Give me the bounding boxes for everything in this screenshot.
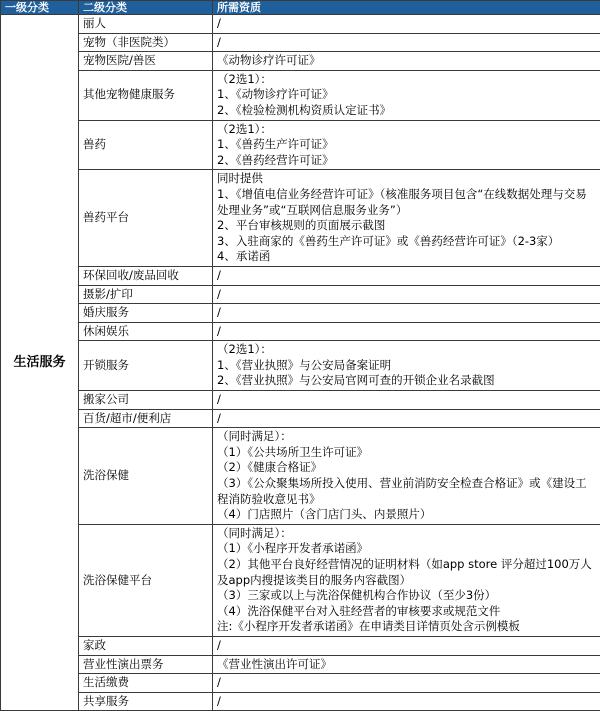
- requirements-cell: [213, 52, 600, 71]
- requirement-line: （2选1）：: [217, 122, 596, 138]
- table-row: [1, 304, 600, 323]
- level2-category: 开锁服务: [79, 341, 213, 391]
- table-row: [1, 322, 600, 341]
- table-row: [1, 285, 600, 304]
- table-row: [1, 524, 600, 636]
- requirement-line: /: [217, 35, 596, 51]
- table-row: [1, 636, 600, 655]
- requirement-line: /: [217, 324, 596, 340]
- requirement-line: /: [217, 287, 596, 303]
- requirements-cell: [213, 409, 600, 428]
- level2-category: 环保回收/废品回收: [79, 266, 213, 285]
- requirements-cell: [213, 304, 600, 323]
- requirement-line: 1、《营业执照》与公安局备案证明: [217, 358, 596, 374]
- requirements-cell: [213, 266, 600, 285]
- table-row: [1, 428, 600, 525]
- requirement-line: /: [217, 268, 596, 284]
- header-row: [1, 1, 600, 15]
- requirement-line: /: [217, 638, 596, 654]
- requirements-cell: [213, 674, 600, 693]
- requirement-line: （4）门店照片（含门店门头、内景照片）: [217, 507, 596, 523]
- table-row: [1, 692, 600, 711]
- header-requirements: 所需资质: [213, 1, 600, 15]
- level2-category: 其他宠物健康服务: [79, 70, 213, 120]
- table-row: [1, 52, 600, 71]
- level1-category: 生活服务: [1, 15, 79, 711]
- level2-category: 休闲娱乐: [79, 322, 213, 341]
- requirement-line: （2）《健康合格证》: [217, 460, 596, 476]
- table-row: [1, 655, 600, 674]
- table-row: [1, 391, 600, 410]
- requirement-line: （1）《小程序开发者承诺函》: [217, 541, 596, 557]
- table-row: [1, 120, 600, 170]
- requirements-cell: [213, 692, 600, 711]
- level2-category: 兽药: [79, 120, 213, 170]
- requirements-cell: [213, 33, 600, 52]
- requirement-line: 2、平台审核规则的页面展示截图: [217, 218, 596, 234]
- level2-category: 共享服务: [79, 692, 213, 711]
- level2-category: 洗浴保健: [79, 428, 213, 525]
- level2-category: 丽人: [79, 15, 213, 34]
- requirement-line: /: [217, 305, 596, 321]
- level2-category: 摄影/扩印: [79, 285, 213, 304]
- requirements-cell: [213, 170, 600, 267]
- table-row: [1, 33, 600, 52]
- requirement-line: 同时提供: [217, 171, 596, 187]
- requirement-line: （2）其他平台良好经营情况的证明材料（如app store 评分超过100万人及app内搜提该类目的服务内容截图）: [217, 557, 596, 588]
- requirements-cell: [213, 655, 600, 674]
- requirements-cell: [213, 636, 600, 655]
- level2-category: 婚庆服务: [79, 304, 213, 323]
- requirement-line: （同时满足）：: [217, 526, 596, 542]
- requirement-line: /: [217, 694, 596, 710]
- requirements-cell: [213, 285, 600, 304]
- requirement-line: （3）三家或以上与洗浴保健机构合作协议（至少3份）: [217, 588, 596, 604]
- level2-category: 营业性演出票务: [79, 655, 213, 674]
- requirement-line: 1、《增值电信业务经营许可证》（核准服务项目包含“在线数据处理与交易处理业务”或“互联网信息服务业务”）: [217, 187, 596, 218]
- level2-category: 生活缴费: [79, 674, 213, 693]
- requirements-cell: [213, 15, 600, 34]
- requirement-line: （2选1）：: [217, 72, 596, 88]
- requirement-line: （4）洗浴保健平台对入驻经营者的审核要求或规范文件: [217, 604, 596, 620]
- requirements-cell: [213, 341, 600, 391]
- table-row: [1, 70, 600, 120]
- requirements-cell: [213, 524, 600, 636]
- requirement-line: 《动物诊疗许可证》: [217, 53, 596, 69]
- requirement-line: 注:《小程序开发者承诺函》在申请类目详情页处含示例模板: [217, 619, 596, 635]
- requirement-line: （2选1）：: [217, 342, 596, 358]
- requirement-line: 1、《动物诊疗许可证》: [217, 87, 596, 103]
- requirements-cell: [213, 120, 600, 170]
- requirements-cell: [213, 391, 600, 410]
- level2-category: 百货/超市/便利店: [79, 409, 213, 428]
- requirements-cell: [213, 70, 600, 120]
- requirement-line: （同时满足）：: [217, 429, 596, 445]
- requirement-line: 3、入驻商家的《兽药生产许可证》或《兽药经营许可证》（2-3家）: [217, 234, 596, 250]
- requirement-line: 2、《营业执照》与公安局官网可查的开锁企业名录截图: [217, 373, 596, 389]
- requirement-line: /: [217, 392, 596, 408]
- requirements-cell: [213, 428, 600, 525]
- header-level1: 一级分类: [1, 1, 79, 15]
- table-row: [1, 409, 600, 428]
- requirement-line: 4、承诺函: [217, 249, 596, 265]
- level2-category: 洗浴保健平台: [79, 524, 213, 636]
- requirement-line: 2、《检验检测机构资质认定证书》: [217, 103, 596, 119]
- level2-category: 宠物医院/兽医: [79, 52, 213, 71]
- header-level2: 二级分类: [79, 1, 213, 15]
- requirement-line: /: [217, 411, 596, 427]
- table-row: [1, 341, 600, 391]
- table-row: [1, 170, 600, 267]
- table-row: [1, 674, 600, 693]
- requirement-line: （1）《公共场所卫生许可证》: [217, 445, 596, 461]
- level2-category: 宠物（非医院类）: [79, 33, 213, 52]
- requirement-line: /: [217, 16, 596, 32]
- table-row: [1, 266, 600, 285]
- requirement-line: 2、《兽药经营许可证》: [217, 153, 596, 169]
- requirement-line: /: [217, 675, 596, 691]
- level2-category: 搬家公司: [79, 391, 213, 410]
- requirement-line: （3）《公众聚集场所投入使用、营业前消防安全检查合格证》或《建设工程消防验收意见书》: [217, 476, 596, 507]
- level2-category: 兽药平台: [79, 170, 213, 267]
- requirements-cell: [213, 322, 600, 341]
- requirement-line: 《营业性演出许可证》: [217, 657, 596, 673]
- requirement-line: 1、《兽药生产许可证》: [217, 137, 596, 153]
- table-row: [1, 15, 600, 34]
- level2-category: 家政: [79, 636, 213, 655]
